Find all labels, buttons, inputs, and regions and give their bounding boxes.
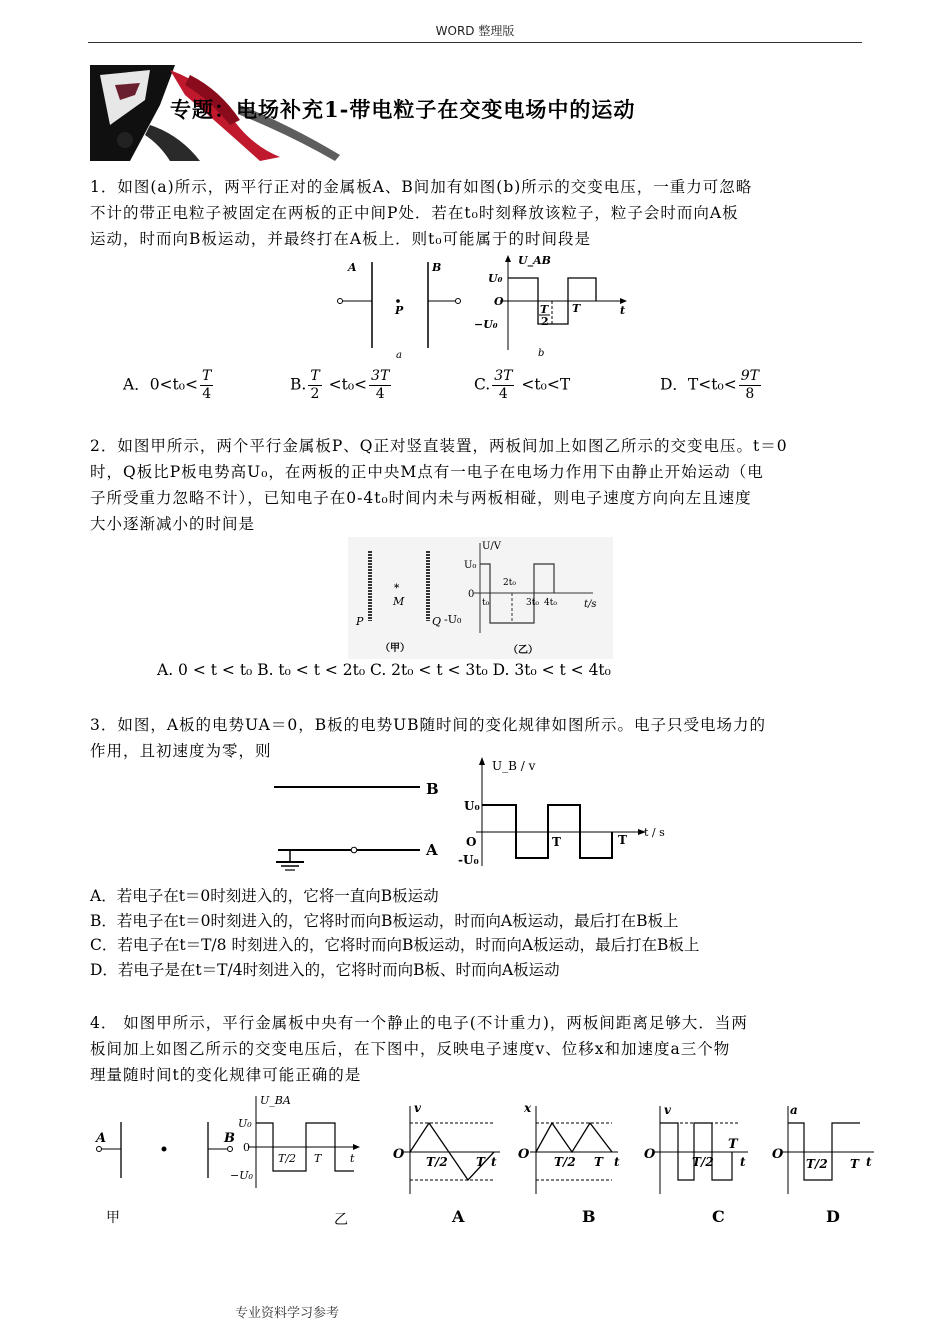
q2-line: 2．如图甲所示，两个平行金属板P、Q正对竖直装置，两板间加上如图乙所示的交变电压。t＝0	[90, 437, 788, 455]
q2-origin: 0	[468, 589, 475, 600]
q2-ylabel: U/V	[482, 541, 502, 552]
q2-label-M: M	[393, 595, 405, 608]
q4-line: 4． 如图甲所示，平行金属板中央有一个静止的电子(不计重力)，两板间距离足够大．当两	[90, 1014, 748, 1032]
q1-option-d[interactable]: D．T<t₀< $\frac{9T}{8}$	[660, 368, 759, 402]
q4-neg-u0: −U₀	[230, 1169, 253, 1182]
q2-figure	[348, 537, 613, 659]
q4d-T: T	[850, 1157, 859, 1171]
q2-options[interactable]: A. 0 < t < t₀ B. t₀ < t < 2t₀ C. 2t₀ < t < 3t₀ D. 3t₀ < t < 4t₀	[157, 661, 611, 679]
q3-line: 3．如图，A板的电势UA＝0，B板的电势UB随时间的变化规律如图所示。电子只受电场力的	[90, 716, 767, 734]
q1-label-B: B	[432, 261, 442, 274]
q4a-T: T	[476, 1155, 485, 1169]
q4c-t: t	[740, 1155, 746, 1169]
q2-3t0: 3t₀	[526, 598, 539, 608]
q2-2t0: 2t₀	[503, 578, 516, 588]
q1-text	[90, 174, 865, 252]
q4-cap-D: D	[826, 1207, 840, 1226]
q1-label-A: A	[348, 261, 357, 274]
q4c-O: O	[644, 1147, 656, 1162]
q1-label-b: b	[538, 348, 545, 359]
q4-text	[90, 1010, 865, 1088]
q4-ylabel: U_BA	[260, 1094, 291, 1107]
q1-line: 运动，时而向B板运动，并最终打在A板上．则t₀可能属于的时间段是	[90, 230, 592, 248]
q4-cap-A: A	[452, 1207, 465, 1226]
q4a-O: O	[393, 1147, 405, 1162]
q3-neg-u0: -U₀	[458, 853, 479, 867]
q2-line: 大小逐渐减小的时间是	[90, 515, 256, 533]
q1-line: 不计的带正电粒子被固定在两板的正中间P处．若在t₀时刻释放该粒子，粒子会时而向A板	[90, 204, 739, 222]
q2-label-Q: Q	[432, 615, 442, 628]
q3-option-c[interactable]: C．若电子在t＝T/8 时刻进入的，它将时而向B板运动，时而向A板运动，最后打在B板上	[90, 936, 700, 954]
q2-tlabel: t/s	[584, 599, 597, 610]
q2-text	[90, 433, 865, 537]
q3-option-a[interactable]: A．若电子在t＝0时刻进入的，它将一直向B板运动	[90, 887, 439, 905]
q4b-x: x	[524, 1101, 532, 1115]
q1-line: 1．如图(a)所示，两平行正对的金属板A、B间加有如图(b)所示的交变电压，一重力可忽略	[90, 178, 753, 196]
q4d-half-T: T/2	[806, 1157, 828, 1171]
q2-dot: *	[394, 583, 400, 594]
q3-figure	[268, 754, 678, 876]
q4-cap-B: B	[582, 1207, 596, 1226]
page-title: 专题：电场补充1-带电粒子在交变电场中的运动	[170, 97, 636, 122]
q3-options	[90, 884, 699, 982]
q4-t: t	[350, 1152, 355, 1165]
q3-line: 作用，且初速度为零，则	[90, 742, 272, 760]
q4d-a: a	[790, 1103, 798, 1117]
q1-half-T: T	[540, 303, 549, 316]
q4-line: 理量随时间t的变化规律可能正确的是	[90, 1066, 362, 1084]
q2-neg-u0: -U₀	[444, 613, 462, 626]
q2-line: 时，Q板比P板电势高U₀，在两板的正中央M点有一电子在电场力作用下由静止开始运动（电	[90, 463, 764, 481]
q4a-half-T: T/2	[426, 1155, 448, 1169]
q3-2T: T	[618, 833, 627, 847]
q3-ylabel: U_B / v	[492, 759, 536, 773]
q4c-T: T	[728, 1137, 738, 1152]
q1-T: T	[572, 302, 581, 315]
q4b-half-T: T/2	[554, 1155, 576, 1169]
q3-origin: O	[466, 835, 477, 849]
q1-ylabel: U_AB	[518, 254, 551, 267]
page-header: WORD 整理版	[435, 24, 515, 38]
q2-cap-jia: （甲）	[380, 643, 410, 654]
q1-half-T-den: 2	[541, 315, 549, 328]
q4-T: T	[314, 1152, 322, 1165]
q3-u0: U₀	[464, 799, 480, 813]
q4-cap-C: C	[712, 1207, 725, 1226]
q2-cap-yi: （乙）	[508, 645, 538, 656]
q4c-v: v	[664, 1103, 671, 1117]
q4b-t: t	[614, 1155, 620, 1169]
q3-option-b[interactable]: B．若电子在t＝0时刻进入的，它将时而向B板运动，时而向A板运动，最后打在B板上	[90, 911, 679, 930]
q4-u0: U₀	[238, 1117, 252, 1130]
q1-label-P: P	[395, 304, 404, 317]
q1-origin: O	[494, 295, 504, 308]
q1-option-c[interactable]: C. $\frac{3T}{4}$ <t₀<T	[474, 368, 571, 402]
q1-option-a[interactable]: A．0<t₀< $\frac{T}{4}$	[123, 368, 212, 402]
q4-origin: 0	[243, 1141, 250, 1154]
q2-4t0: 4t₀	[544, 598, 557, 608]
q2-t0: t₀	[482, 598, 490, 608]
q4a-v: v	[414, 1101, 421, 1115]
q3-label-A: A	[426, 841, 438, 859]
q4d-O: O	[772, 1147, 784, 1162]
q4-half-T: T/2	[278, 1152, 297, 1165]
q4-cap-yi: 乙	[334, 1212, 348, 1228]
page-footer: 专业资料学习参考	[235, 1306, 340, 1321]
q1-figure	[320, 252, 640, 362]
q4b-O: O	[518, 1147, 530, 1162]
q4a-t: t	[491, 1155, 497, 1169]
q3-tlabel: t / s	[644, 826, 665, 839]
q2-line: 子所受重力忽略不计），已知电子在0-4t₀时间内未与两板相碰，则电子速度方向向左且速度	[90, 489, 752, 507]
q1-u0: U₀	[488, 272, 503, 285]
q4b-T: T	[594, 1155, 603, 1169]
q2-u0: U₀	[464, 560, 477, 571]
q4c-half-T: T/2	[692, 1155, 714, 1169]
q4-label-B: B	[224, 1131, 235, 1146]
q1-label-a: a	[396, 350, 402, 361]
q4-line: 板间加上如图乙所示的交变电压后，在下图中，反映电子速度v、位移x和加速度a三个物	[90, 1040, 731, 1058]
q4-cap-jia: 甲	[106, 1210, 120, 1226]
q1-t: t	[620, 304, 626, 317]
q3-T: T	[552, 835, 561, 849]
q1-neg-u0: −U₀	[474, 318, 498, 331]
q3-option-d[interactable]: D．若电子是在t＝T/4时刻进入的，它将时而向B板、时而向A板运动	[90, 960, 560, 979]
q1-option-b[interactable]: B. $\frac{T}{2}$ <t₀< $\frac{3T}{4}$	[290, 368, 390, 402]
q4-label-A: A	[96, 1131, 107, 1146]
q3-label-B: B	[426, 780, 439, 798]
header-rule	[88, 42, 862, 43]
q4-figure	[88, 1090, 888, 1236]
q2-label-P: P	[356, 615, 364, 628]
q4d-t: t	[866, 1155, 872, 1169]
